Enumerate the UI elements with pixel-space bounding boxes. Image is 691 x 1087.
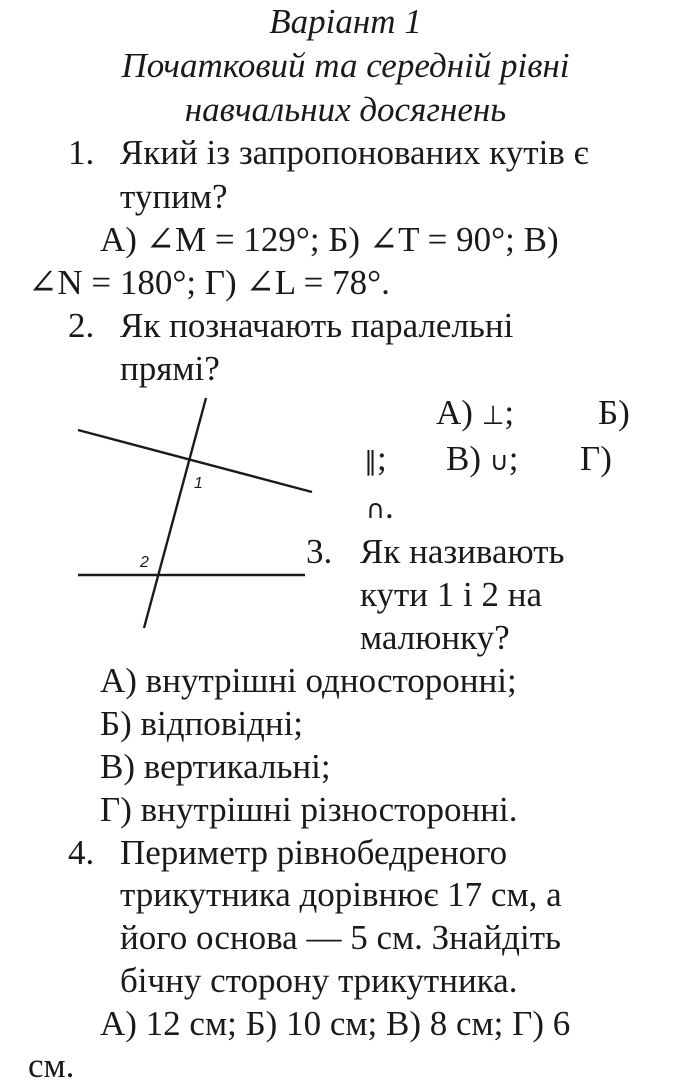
- q3-text-line3: малюнку?: [360, 618, 510, 657]
- q2-answer-b-sep: ;: [377, 439, 387, 478]
- q2-text-line1: Як позначають паралельні: [120, 306, 514, 345]
- q2-answer-a-label: А): [436, 393, 473, 432]
- q2-number: 2.: [68, 306, 95, 345]
- transversal-line: [144, 398, 206, 628]
- perpendicular-symbol-icon: ⊥: [481, 401, 505, 431]
- q4-text-line1: Периметр рівнобедреного: [120, 833, 508, 872]
- q1-answers-line1: А) ∠M = 129°; Б) ∠T = 90°; В): [100, 220, 559, 259]
- q4-answers-line2: см.: [28, 1046, 75, 1085]
- q3-answer-a: А) внутрішні односторонні;: [100, 661, 517, 700]
- angle-2-label: 2: [140, 554, 149, 571]
- q2-answer-a-sep: ;: [504, 393, 515, 432]
- q2-answer-g-symbol-line: [366, 485, 394, 532]
- q4-text-line2: трикутника дорівнює 17 см, а: [120, 875, 562, 914]
- q4-text-line4: бічну сторону трикутника.: [120, 961, 518, 1000]
- variant-title: Варіант 1: [269, 2, 422, 41]
- transversal-figure: [70, 392, 320, 632]
- parallel-symbol-icon: ∥: [364, 447, 377, 477]
- q3-answer-g: Г) внутрішні різносторонні.: [100, 790, 518, 829]
- q3-answer-b: Б) відповідні;: [100, 704, 304, 743]
- q2-answer-a: [436, 391, 514, 438]
- q1-number: 1.: [68, 133, 95, 172]
- q2-answer-g-label: Г): [580, 439, 612, 478]
- q4-answers-line1: А) 12 см; Б) 10 см; В) 8 см; Г) 6: [100, 1004, 571, 1043]
- q3-answer-v: В) вертикальні;: [100, 747, 331, 786]
- q3-text-line2: кути 1 і 2 на: [360, 575, 543, 614]
- q1-answers-line2: ∠N = 180°; Г) ∠L = 78°.: [28, 263, 390, 302]
- intersection-symbol-icon: ∩: [366, 495, 386, 525]
- q2-answer-v-label: В): [446, 439, 481, 478]
- level-title-line1: Початковий та середній рівні: [121, 46, 570, 85]
- level-title-line2: навчальних досягнень: [184, 90, 507, 129]
- q1-text-line1: Який із запропонованих кутів є: [120, 133, 589, 172]
- q2-answer-b-label: Б): [598, 393, 630, 432]
- q3-text-line1: Як називають: [360, 532, 565, 571]
- union-symbol-icon: ∪: [489, 447, 509, 477]
- q2-answer-v-sep: ;: [508, 439, 519, 478]
- q4-text-line3: його основа — 5 см. Знайдіть: [120, 918, 561, 957]
- q2-text-line2: прямі?: [120, 349, 220, 388]
- q4-number: 4.: [68, 833, 95, 872]
- angle-1-label: 1: [194, 475, 203, 492]
- q3-number: 3.: [306, 532, 333, 571]
- q1-text-line2: тупим?: [120, 177, 228, 216]
- q2-answer-b-symbol-line: [364, 437, 387, 484]
- q2-answer-v: [446, 437, 519, 484]
- q2-answer-g-sep: .: [385, 487, 394, 526]
